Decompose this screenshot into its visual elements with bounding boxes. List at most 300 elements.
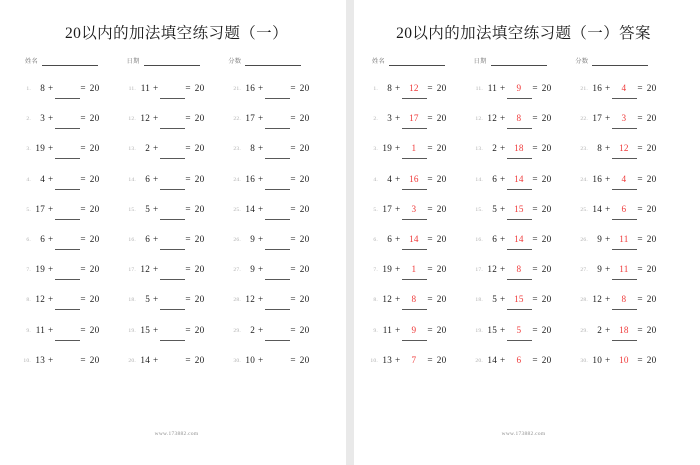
first-operand: 9	[250, 233, 255, 244]
sum-value: 20	[194, 83, 205, 93]
equals-sign: =	[427, 324, 433, 335]
problem-index: 3.	[26, 146, 31, 153]
equation	[381, 113, 450, 123]
date-label: 日期	[473, 58, 487, 65]
first-operand: 17	[245, 113, 255, 124]
equals-sign: =	[80, 173, 86, 184]
date-field[interactable]	[474, 56, 576, 66]
work-space-rule	[507, 128, 532, 129]
equation	[34, 294, 103, 304]
name-field[interactable]	[372, 56, 474, 66]
plus-sign: +	[258, 294, 264, 305]
problem-index: 26.	[580, 236, 588, 243]
equals-sign: =	[532, 113, 538, 124]
problem-row	[126, 79, 231, 109]
plus-sign: +	[500, 264, 506, 275]
name-blank-line[interactable]	[42, 57, 98, 66]
answer-value[interactable]	[613, 143, 634, 153]
plus-sign: +	[500, 113, 506, 124]
equals-sign: =	[637, 113, 643, 124]
equals-sign: =	[427, 294, 433, 305]
first-operand: 6	[492, 233, 497, 244]
equation	[486, 234, 555, 244]
first-operand: 12	[245, 294, 255, 305]
answer-value[interactable]	[403, 264, 424, 274]
problem-row	[231, 290, 336, 320]
equation	[244, 83, 313, 93]
answer-value[interactable]	[508, 204, 529, 214]
answer-value[interactable]	[508, 355, 529, 365]
answer-value[interactable]	[613, 83, 634, 93]
problem-row	[473, 139, 578, 169]
equation	[244, 174, 313, 184]
equation	[244, 355, 313, 365]
answer-number: 4	[621, 173, 627, 184]
problem-index: 29.	[233, 327, 241, 334]
problem-column	[231, 79, 336, 431]
work-space-rule	[507, 98, 532, 99]
plus-sign: +	[48, 354, 54, 365]
equation	[34, 264, 103, 274]
problem-index: 29.	[580, 327, 588, 334]
date-field[interactable]	[127, 56, 229, 66]
work-space-rule	[612, 128, 637, 129]
equation	[486, 174, 555, 184]
first-operand: 5	[145, 203, 150, 214]
problem-index: 13.	[475, 146, 483, 153]
equation	[486, 325, 555, 335]
sum-value: 20	[194, 324, 205, 335]
first-operand: 6	[40, 233, 45, 244]
meta-row	[25, 56, 330, 66]
problem-row	[21, 79, 126, 109]
plus-sign: +	[153, 324, 159, 335]
first-operand: 5	[492, 203, 497, 214]
plus-sign: +	[153, 354, 159, 365]
first-operand: 8	[597, 143, 602, 154]
first-operand: 12	[592, 294, 602, 305]
plus-sign: +	[605, 264, 611, 275]
problem-index: 8.	[373, 297, 378, 304]
work-space-rule	[55, 279, 80, 280]
plus-sign: +	[395, 143, 401, 154]
problem-row	[126, 230, 231, 260]
first-operand: 2	[492, 143, 497, 154]
equals-sign: =	[637, 324, 643, 335]
first-operand: 5	[145, 294, 150, 305]
problem-index: 16.	[128, 236, 136, 243]
first-operand: 19	[382, 143, 392, 154]
equals-sign: =	[532, 143, 538, 154]
answer-number: 1	[411, 143, 417, 154]
first-operand: 12	[382, 294, 392, 305]
problem-index: 23.	[580, 146, 588, 153]
sum-value: 20	[299, 83, 310, 93]
problem-index: 20.	[475, 357, 483, 364]
sum-value: 20	[89, 233, 100, 244]
sum-value: 20	[436, 354, 447, 365]
answer-value[interactable]	[613, 204, 634, 214]
equals-sign: =	[637, 264, 643, 275]
problem-index: 26.	[233, 236, 241, 243]
plus-sign: +	[605, 83, 611, 93]
equation	[381, 264, 450, 274]
problem-index: 6.	[373, 236, 378, 243]
problem-row	[368, 200, 473, 230]
equals-sign: =	[185, 294, 191, 305]
problem-row	[578, 170, 683, 200]
answer-value[interactable]	[403, 204, 424, 214]
answer-value[interactable]	[508, 83, 529, 93]
first-operand: 4	[40, 173, 45, 184]
equation	[139, 234, 208, 244]
work-space-rule	[507, 189, 532, 190]
plus-sign: +	[153, 294, 159, 305]
answer-number: 11	[619, 264, 629, 275]
score-field[interactable]	[228, 56, 330, 66]
answer-number: 11	[619, 233, 629, 244]
answer-value[interactable]	[508, 143, 529, 153]
equals-sign: =	[80, 324, 86, 335]
plus-sign: +	[395, 264, 401, 275]
problem-index: 27.	[233, 267, 241, 274]
problem-index: 5.	[373, 206, 378, 213]
first-operand: 12	[487, 113, 497, 124]
problem-index: 15.	[128, 206, 136, 213]
problem-row	[368, 260, 473, 290]
equals-sign: =	[427, 233, 433, 244]
equation	[486, 83, 555, 93]
score-field[interactable]	[575, 56, 677, 66]
first-operand: 8	[250, 143, 255, 154]
answer-value[interactable]	[613, 234, 634, 244]
problem-column	[473, 79, 578, 431]
answer-value[interactable]	[508, 113, 529, 123]
equation	[381, 143, 450, 153]
plus-sign: +	[395, 83, 401, 93]
plus-sign: +	[153, 143, 159, 154]
first-operand: 11	[140, 83, 150, 93]
answer-number: 6	[516, 354, 522, 365]
sum-value: 20	[89, 173, 100, 184]
sum-value: 20	[541, 264, 552, 275]
problem-index: 20.	[128, 357, 136, 364]
equals-sign: =	[532, 354, 538, 365]
problem-row	[578, 200, 683, 230]
answer-value[interactable]	[508, 174, 529, 184]
problem-row	[21, 351, 126, 381]
sum-value: 20	[194, 354, 205, 365]
equals-sign: =	[290, 294, 296, 305]
answer-number: 12	[619, 143, 629, 154]
plus-sign: +	[258, 83, 264, 93]
score-label: 分数	[228, 58, 242, 65]
name-field[interactable]	[25, 56, 127, 66]
answer-number: 9	[516, 83, 522, 93]
answer-value[interactable]	[403, 294, 424, 304]
problem-index: 16.	[475, 236, 483, 243]
sum-value: 20	[299, 324, 310, 335]
first-operand: 14	[245, 203, 255, 214]
work-space-rule	[402, 279, 427, 280]
problem-index: 21.	[580, 86, 588, 92]
answer-value[interactable]	[403, 83, 424, 93]
equals-sign: =	[427, 203, 433, 214]
equals-sign: =	[290, 113, 296, 124]
problem-index: 7.	[26, 267, 31, 274]
work-space-rule	[265, 309, 290, 310]
first-operand: 6	[145, 173, 150, 184]
answer-number: 14	[514, 233, 524, 244]
plus-sign: +	[258, 233, 264, 244]
problem-row	[473, 351, 578, 381]
problem-row	[473, 290, 578, 320]
problem-index: 11.	[475, 86, 483, 92]
equation	[139, 294, 208, 304]
equals-sign: =	[290, 324, 296, 335]
equation	[139, 143, 208, 153]
first-operand: 2	[145, 143, 150, 154]
problem-row	[21, 109, 126, 139]
sum-value: 20	[541, 354, 552, 365]
problem-index: 7.	[373, 267, 378, 274]
work-space-rule	[612, 219, 637, 220]
plus-sign: +	[258, 173, 264, 184]
equation	[381, 174, 450, 184]
plus-sign: +	[605, 113, 611, 124]
answer-value[interactable]	[403, 325, 424, 335]
problem-index: 13.	[128, 146, 136, 153]
work-space-rule	[402, 309, 427, 310]
problem-row	[578, 139, 683, 169]
problem-index: 15.	[475, 206, 483, 213]
work-space-rule	[160, 309, 185, 310]
plus-sign: +	[258, 324, 264, 335]
equals-sign: =	[637, 354, 643, 365]
answer-value[interactable]	[403, 113, 424, 123]
equals-sign: =	[185, 324, 191, 335]
plus-sign: +	[500, 324, 506, 335]
sum-value: 20	[541, 83, 552, 93]
answer-value[interactable]	[508, 325, 529, 335]
equals-sign: =	[290, 203, 296, 214]
answer-number: 8	[411, 294, 417, 305]
work-space-rule	[507, 340, 532, 341]
problem-index: 11.	[128, 86, 136, 92]
first-operand: 6	[387, 233, 392, 244]
plus-sign: +	[153, 83, 159, 93]
score-blank-line[interactable]	[245, 57, 301, 66]
first-operand: 12	[487, 264, 497, 275]
answer-value[interactable]	[613, 174, 634, 184]
equals-sign: =	[80, 233, 86, 244]
sum-value: 20	[436, 113, 447, 124]
answer-value[interactable]	[508, 294, 529, 304]
work-space-rule	[160, 158, 185, 159]
plus-sign: +	[153, 233, 159, 244]
equation	[34, 204, 103, 214]
problem-row	[578, 260, 683, 290]
equals-sign: =	[185, 264, 191, 275]
answer-value[interactable]	[403, 234, 424, 244]
equals-sign: =	[637, 203, 643, 214]
plus-sign: +	[605, 203, 611, 214]
equation	[34, 113, 103, 123]
date-label: 日期	[126, 58, 140, 65]
problem-row	[473, 170, 578, 200]
sum-value: 20	[646, 324, 657, 335]
equation	[591, 174, 660, 184]
plus-sign: +	[500, 203, 506, 214]
problem-index: 25.	[580, 206, 588, 213]
problem-column	[21, 79, 126, 431]
work-space-rule	[55, 219, 80, 220]
sum-value: 20	[299, 264, 310, 275]
problem-row	[231, 79, 336, 109]
equation	[244, 294, 313, 304]
answer-value[interactable]	[403, 355, 424, 365]
answer-value[interactable]	[613, 355, 634, 365]
equals-sign: =	[185, 83, 191, 93]
answer-value[interactable]	[613, 113, 634, 123]
plus-sign: +	[500, 143, 506, 154]
problem-index: 1.	[373, 86, 378, 92]
first-operand: 12	[140, 264, 150, 275]
problem-row	[231, 200, 336, 230]
problem-index: 25.	[233, 206, 241, 213]
problem-row	[231, 321, 336, 351]
score-label: 分数	[575, 58, 589, 65]
work-space-rule	[55, 189, 80, 190]
problem-row	[473, 79, 578, 109]
equation	[244, 113, 313, 123]
equation	[139, 174, 208, 184]
plus-sign: +	[48, 143, 54, 154]
answer-number: 3	[621, 113, 627, 124]
equals-sign: =	[80, 354, 86, 365]
equation	[139, 325, 208, 335]
first-operand: 10	[245, 354, 255, 365]
first-operand: 14	[487, 354, 497, 365]
problem-column	[368, 79, 473, 431]
problem-row	[21, 230, 126, 260]
meta-row	[372, 56, 677, 66]
work-space-rule	[507, 219, 532, 220]
work-space-rule	[265, 158, 290, 159]
answer-number: 18	[619, 324, 629, 335]
equation	[139, 264, 208, 274]
plus-sign: +	[500, 354, 506, 365]
equation	[139, 204, 208, 214]
sum-value: 20	[299, 173, 310, 184]
work-space-rule	[402, 340, 427, 341]
problem-row	[578, 290, 683, 320]
work-space-rule	[55, 98, 80, 99]
footer-url: www.173882.com	[501, 431, 546, 437]
equals-sign: =	[532, 173, 538, 184]
sum-value: 20	[541, 203, 552, 214]
equals-sign: =	[80, 83, 86, 93]
equals-sign: =	[532, 294, 538, 305]
plus-sign: +	[395, 324, 401, 335]
equation	[139, 83, 208, 93]
answer-number: 15	[514, 294, 524, 305]
answer-number: 18	[514, 143, 524, 154]
sum-value: 20	[89, 354, 100, 365]
problem-row	[473, 321, 578, 351]
plus-sign: +	[153, 173, 159, 184]
equation	[34, 355, 103, 365]
answer-value[interactable]	[508, 264, 529, 274]
name-blank-line[interactable]	[389, 57, 445, 66]
answer-value[interactable]	[613, 325, 634, 335]
work-space-rule	[612, 98, 637, 99]
answer-value[interactable]	[508, 234, 529, 244]
equals-sign: =	[290, 173, 296, 184]
problem-row	[21, 170, 126, 200]
problem-row	[368, 351, 473, 381]
work-space-rule	[402, 219, 427, 220]
equation	[244, 325, 313, 335]
equals-sign: =	[80, 264, 86, 275]
work-space-rule	[55, 249, 80, 250]
plus-sign: +	[395, 233, 401, 244]
equals-sign: =	[80, 294, 86, 305]
answer-value[interactable]	[403, 174, 424, 184]
equals-sign: =	[185, 113, 191, 124]
answer-value[interactable]	[403, 143, 424, 153]
problem-row	[126, 139, 231, 169]
answer-number: 8	[621, 294, 627, 305]
problem-index: 22.	[580, 116, 588, 123]
problem-row	[126, 200, 231, 230]
work-space-rule	[55, 309, 80, 310]
sum-value: 20	[89, 143, 100, 154]
date-blank-line[interactable]	[144, 57, 200, 66]
work-space-rule	[265, 128, 290, 129]
sum-value: 20	[646, 113, 657, 124]
sum-value: 20	[89, 294, 100, 305]
sum-value: 20	[436, 233, 447, 244]
score-blank-line[interactable]	[592, 57, 648, 66]
answer-value[interactable]	[613, 264, 634, 274]
work-space-rule	[265, 189, 290, 190]
first-operand: 16	[245, 173, 255, 184]
equals-sign: =	[290, 143, 296, 154]
work-space-rule	[612, 279, 637, 280]
sum-value: 20	[646, 173, 657, 184]
equation	[486, 264, 555, 274]
first-operand: 9	[250, 264, 255, 275]
problem-row	[231, 351, 336, 381]
date-blank-line[interactable]	[491, 57, 547, 66]
problem-row	[126, 109, 231, 139]
answer-value[interactable]	[613, 294, 634, 304]
answer-number: 14	[514, 173, 524, 184]
first-operand: 9	[597, 233, 602, 244]
problem-index: 2.	[373, 116, 378, 123]
work-space-rule	[402, 158, 427, 159]
work-space-rule	[160, 128, 185, 129]
sum-value: 20	[436, 264, 447, 275]
equals-sign: =	[427, 354, 433, 365]
work-space-rule	[612, 158, 637, 159]
problem-index: 5.	[26, 206, 31, 213]
answer-number: 5	[516, 324, 522, 335]
problem-index: 14.	[128, 176, 136, 183]
first-operand: 8	[387, 83, 392, 93]
worksheet-page-answers	[354, 0, 693, 465]
